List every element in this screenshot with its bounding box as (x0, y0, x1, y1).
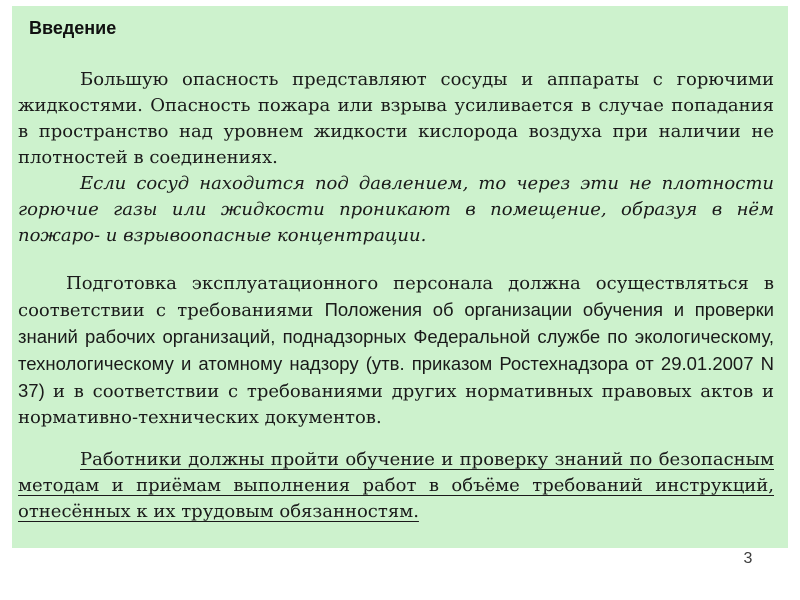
paragraph-training-run-serif-2: и в соответствии с требованиями других нормативных правовых актов и нормативно-технических документов. (18, 381, 774, 428)
paragraph-training (18, 271, 774, 431)
paragraph-training-run-sans: Положения об организации обучения и проверки знаний рабочих организаций, поднадзорных Федеральной службе по экологическому, технологическому и атомному надзору (утв. приказом Ростехнадзора от 29.01.2007 N 37) (18, 299, 774, 401)
paragraph-hazard: Большую опасность представляют сосуды и аппараты с горючими жидкостями. Опасность пожара или взрыва усиливается в случае попадания в пространство над уровнем жидкости кислорода воздуха при наличии не плотностей в соединениях. (18, 69, 774, 168)
slide-title: Введение (29, 18, 117, 38)
paragraph-training-run-serif-1: Подготовка эксплуатационного персонала должна осуществляться в соответствии с требованиями (18, 273, 774, 321)
paragraph-workers-underlined: Работники должны пройти обучение и проверку знаний по безопасным методам и приёмам выполнения работ в объёме требований инструкций, отнесённых к их трудовым обязанностям. (18, 449, 774, 522)
slide-content-area (12, 6, 788, 548)
page-number: 3 (743, 550, 753, 567)
paragraph-pressure-italic: Если сосуд находится под давлением, то через эти не плотности горючие газы или жидкости проникают в помещение, образуя в нём пожаро- и взрывоопасные концентрации. (18, 173, 774, 246)
